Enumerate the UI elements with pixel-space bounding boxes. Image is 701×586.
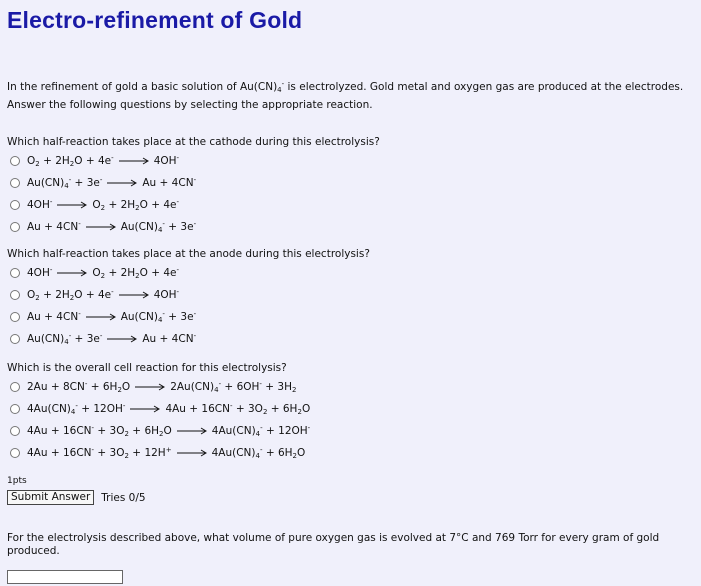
question-cathode <box>7 134 697 238</box>
reaction-left: $2Au + 8CN^- + 6H_2O$ <box>27 380 131 394</box>
reaction-left: $O_2 + 2H_2O + 4e^-$ <box>27 154 114 168</box>
intro-line-1: In the refinement of gold a basic solution of $Au(CN)_4^-$ is electrolyzed. Gold metal and oxygen gas are produced at the electrodes. <box>7 80 684 94</box>
option-anode-3[interactable] <box>7 306 697 328</box>
question-text: Which half-reaction takes place at the cathode during this electrolysis? <box>7 136 380 148</box>
reaction-right: $2Au(CN)_4^- + 6OH^- + 3H_2$ <box>170 380 297 394</box>
radio-button[interactable] <box>10 156 20 166</box>
radio-button[interactable] <box>10 268 20 278</box>
reaction-arrow-icon <box>107 179 137 187</box>
reaction-arrow-icon <box>57 269 87 277</box>
radio-button[interactable] <box>10 426 20 436</box>
reaction-right: Au + 4CN- <box>142 176 197 189</box>
option-anode-2[interactable] <box>7 284 697 306</box>
option-overall-2[interactable] <box>7 398 697 420</box>
reaction-arrow-icon <box>107 335 137 343</box>
reaction-right: 4OH- <box>153 154 180 167</box>
tries-counter: Tries 0/5 <box>101 491 146 504</box>
reaction-arrow-icon <box>119 291 149 299</box>
reaction-right: $4Au + 16CN^- + 3O_2 + 6H_2O$ <box>165 402 311 416</box>
option-cathode-2[interactable] <box>7 172 697 194</box>
radio-button[interactable] <box>10 382 20 392</box>
reaction-arrow-icon <box>57 201 87 209</box>
reaction-right: $O_2 + 2H_2O + 4e^-$ <box>92 198 180 212</box>
reaction-arrow-icon <box>130 405 160 413</box>
reaction-left: $4Au + 16CN^- + 3O_2 + 12H^+$ <box>27 446 172 460</box>
answer-input[interactable] <box>7 570 123 584</box>
reaction-left: $4Au(CN)_4^- + 12OH^-$ <box>27 402 126 416</box>
reaction-left: $Au(CN)_4^- + 3e^-$ <box>27 332 103 346</box>
reaction-right: Au + 4CN- <box>142 332 197 345</box>
option-overall-4[interactable] <box>7 442 697 464</box>
reaction-arrow-icon <box>86 313 116 321</box>
reaction-arrow-icon <box>119 157 149 165</box>
reaction-left: $Au(CN)_4^- + 3e^-$ <box>27 176 103 190</box>
reaction-right: 4OH- <box>153 288 180 301</box>
option-anode-4[interactable] <box>7 328 697 350</box>
question-oxygen-volume: For the electrolysis described above, what volume of pure oxygen gas is evolved at 7°C and 769 Torr for every gram of gold produced. <box>7 532 660 557</box>
option-anode-1[interactable] <box>7 262 697 284</box>
reaction-left: 4OH- <box>27 198 53 211</box>
reaction-right: $4Au(CN)_4^- + 12OH^-$ <box>211 424 311 438</box>
reaction-left: $O_2 + 2H_2O + 4e^-$ <box>27 288 114 302</box>
intro-text <box>7 78 699 114</box>
option-overall-1[interactable] <box>7 376 697 398</box>
radio-button[interactable] <box>10 448 20 458</box>
radio-button[interactable] <box>10 200 20 210</box>
reaction-arrow-icon <box>135 383 165 391</box>
reaction-right: $Au(CN)_4^- + 3e^-$ <box>120 310 197 324</box>
radio-button[interactable] <box>10 178 20 188</box>
question-text: Which is the overall cell reaction for this electrolysis? <box>7 362 287 374</box>
reaction-left: Au + 4CN- <box>27 220 81 233</box>
question-anode <box>7 246 697 350</box>
reaction-arrow-icon <box>86 223 116 231</box>
question-text: Which half-reaction takes place at the anode during this electrolysis? <box>7 248 370 260</box>
reaction-right: $Au(CN)_4^- + 3e^-$ <box>120 220 197 234</box>
page-title: Electro-refinement of Gold <box>7 7 303 33</box>
radio-button[interactable] <box>10 222 20 232</box>
reaction-arrow-icon <box>177 427 207 435</box>
submit-row <box>7 490 146 505</box>
points-label: 1pts <box>7 476 27 486</box>
reaction-right: $4Au(CN)_4^- + 6H_2O$ <box>211 446 306 460</box>
question-overall <box>7 360 697 464</box>
submit-answer-button[interactable]: Submit Answer <box>7 490 94 505</box>
radio-button[interactable] <box>10 312 20 322</box>
intro-line-2: Answer the following questions by selecting the appropriate reaction. <box>7 99 373 111</box>
reaction-left: Au + 4CN- <box>27 310 81 323</box>
radio-button[interactable] <box>10 404 20 414</box>
reaction-left: $4Au + 16CN^- + 3O_2 + 6H_2O$ <box>27 424 172 438</box>
option-cathode-4[interactable] <box>7 216 697 238</box>
radio-button[interactable] <box>10 290 20 300</box>
reaction-left: 4OH- <box>27 266 53 279</box>
radio-button[interactable] <box>10 334 20 344</box>
option-cathode-1[interactable] <box>7 150 697 172</box>
option-cathode-3[interactable] <box>7 194 697 216</box>
reaction-right: $O_2 + 2H_2O + 4e^-$ <box>92 266 180 280</box>
reaction-arrow-icon <box>177 449 207 457</box>
option-overall-3[interactable] <box>7 420 697 442</box>
